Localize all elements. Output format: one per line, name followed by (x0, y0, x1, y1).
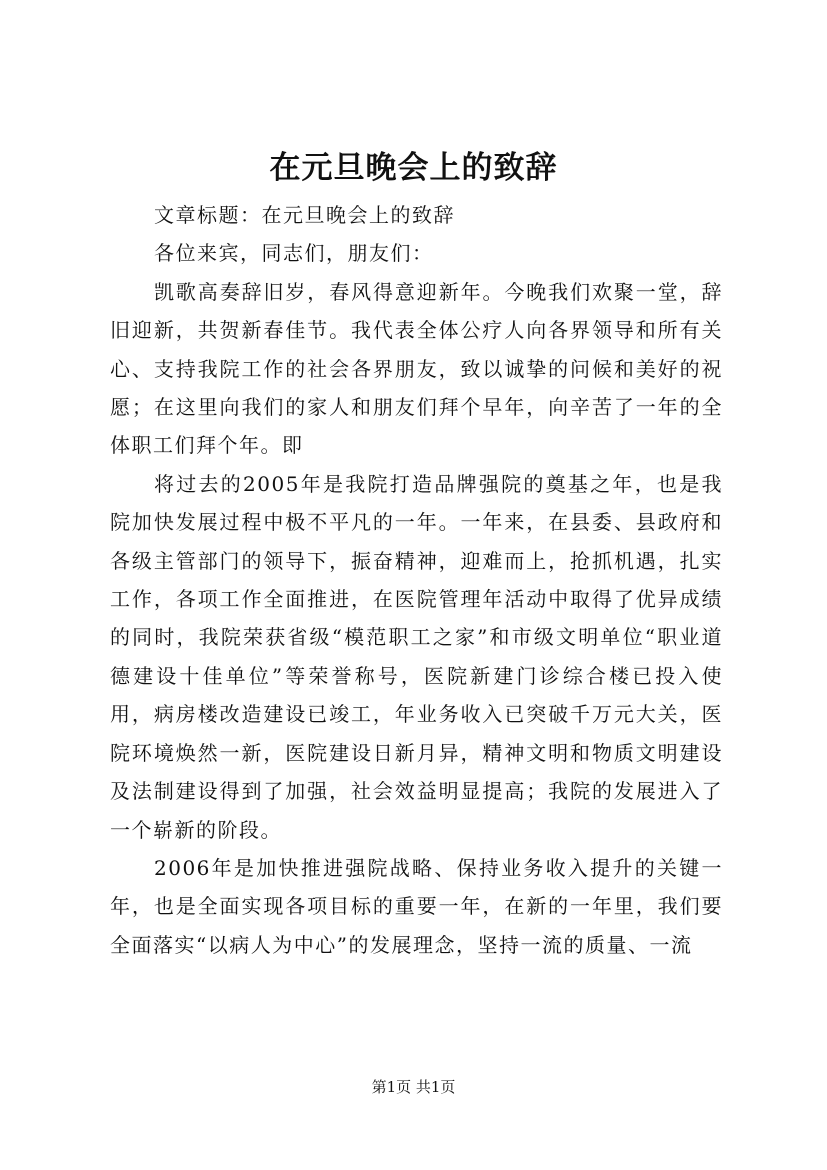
page-footer: 第1页 共1页 (371, 1078, 456, 1096)
paragraph-review-2005: 将过去的2005年是我院打造品牌强院的奠基之年，也是我院加快发展过程中极不平凡的一年。一年来，在县委、县政府和各级主管部门的领导下，振奋精神，迎难而上，抢抓机遇，扎实工作，各项工作全面推进，在医院管理年活动中取得了优异成绩的同时，我院荣获省级“模范职工之家”和市级文明单位“职业道德建设十佳单位”等荣誉称号，医院新建门诊综合楼已投入使用，病房楼改造建设已竣工，年业务收入已突破千万元大关，医院环境焕然一新，医院建设日新月异，精神文明和物质文明建设及法制建设得到了加强，社会效益明显提高；我院的发展进入了一个崭新的阶段。 (110, 471, 723, 842)
paragraph-greeting: 凯歌高奏辞旧岁，春风得意迎新年。今晚我们欢聚一堂，辞旧迎新，共贺新春佳节。我代表全体公疗人向各界领导和所有关心、支持我院工作的社会各界朋友，致以诚挚的问候和美好的祝愿；在这里向我们的家人和朋友们拜个早年，向辛苦了一年的全体职工们拜个年。即 (110, 279, 723, 458)
document-body (110, 196, 723, 964)
document-title: 在元旦晚会上的致辞 (269, 150, 558, 186)
salutation: 各位来宾，同志们，朋友们： (154, 241, 434, 266)
article-title-line: 文章标题：在元旦晚会上的致辞 (154, 203, 455, 227)
paragraph-outlook-2006: 2006年是加快推进强院战略、保持业务收入提升的关键一年，也是全面实现各项目标的重要一年，在新的一年里，我们要全面落实“以病人为中心”的发展理念，坚持一流的质量、一流 (110, 855, 723, 957)
